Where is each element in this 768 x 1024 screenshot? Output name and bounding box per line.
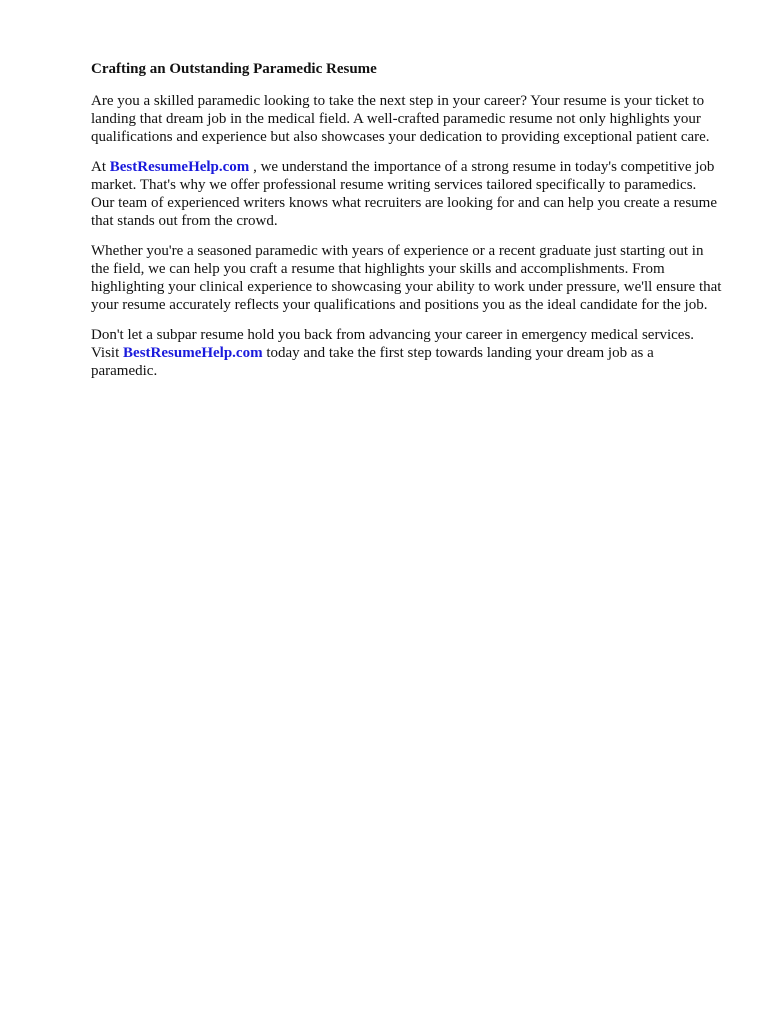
document-title: Crafting an Outstanding Paramedic Resume bbox=[91, 61, 377, 77]
paragraph-cta-lead: Don't let a subpar resume hold you back from advancing your career in emergency medical services. Visit bbox=[91, 327, 695, 361]
paragraph-experience: Whether you're a seasoned paramedic with years of experience or a recent graduate just starting out in the field, we can help you craft a resume that highlights your skills and accomplishments. From highlighting your clinical experience to showcasing your ability to work under pressure, we'll ensure that your resume accurately reflects your qualifications and positions you as the ideal candidate for the job. bbox=[91, 243, 722, 313]
document-page bbox=[91, 60, 723, 392]
bestresumehelp-link[interactable]: BestResumeHelp.com bbox=[109, 159, 250, 175]
paragraph-services-body: , we understand the importance of a strong resume in today's competitive job market. That's why we offer professional resume writing services tailored specifically to paramedics. Our team of experienced writers knows what recruiters are looking for and can help you create a resume that stands out from the crowd. bbox=[91, 159, 717, 229]
paragraph-call-to-action bbox=[91, 326, 723, 380]
paragraph-intro: Are you a skilled paramedic looking to take the next step in your career? Your resume is your ticket to landing that dream job in the medical field. A well-crafted paramedic resume not only highlights your qualifications and experience but also showcases your dedication to providing exceptional patient care. bbox=[91, 93, 710, 145]
bestresumehelp-link-cta[interactable]: BestResumeHelp.com bbox=[123, 345, 263, 361]
paragraph-cta-tail: today and take the first step towards landing your dream job as a paramedic. bbox=[91, 345, 654, 379]
paragraph-services-lead: At bbox=[91, 159, 110, 175]
paragraph-services bbox=[91, 158, 723, 230]
